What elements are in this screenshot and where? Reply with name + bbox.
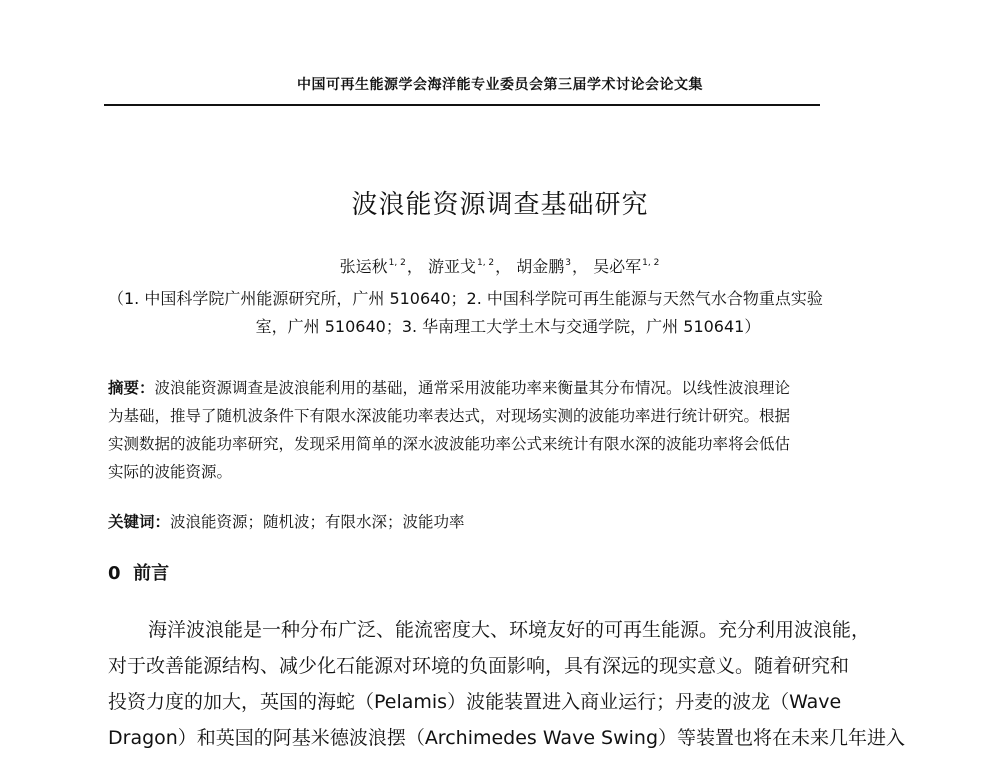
- author-1: 张运秋$^{1, 2}$，: [339, 257, 423, 276]
- abstract-line: 为基础，推导了随机波条件下有限水深波能功率表达式，对现场实测的波能功率进行统计研究。根据: [108, 407, 791, 425]
- author-4: 吴必军$^{1, 2}$: [593, 257, 660, 276]
- body-line: Dragon）和英国的阿基米德波浪摆（Archimedes Wave Swing）等装置也将在未来几年进入: [108, 727, 906, 749]
- body-line: 海洋波浪能是一种分布广泛、能流密度大、环境友好的可再生能源。充分利用波浪能，: [148, 619, 871, 641]
- section-heading: [108, 559, 169, 585]
- abstract-label: 摘要：: [108, 379, 155, 397]
- keywords-label: 关键词：: [108, 513, 171, 531]
- header-rule: [104, 104, 820, 106]
- keywords-text: 波浪能资源；随机波；有限水深；波能功率: [170, 513, 465, 531]
- author-list: [0, 254, 1000, 277]
- affiliations: [108, 285, 908, 341]
- section-title: 前言: [133, 563, 170, 584]
- abstract-line: 实测数据的波能功率研究，发现采用简单的深水波波能功率公式来统计有限水深的波能功率将会低估: [108, 435, 791, 453]
- section-number: 0: [108, 563, 121, 584]
- abstract-line: 实际的波能资源。: [108, 463, 233, 481]
- keywords: [108, 510, 465, 532]
- paper-title: 波浪能资源调查基础研究: [351, 190, 649, 220]
- body-line: 投资力度的加大，英国的海蛇（Pelamis）波能装置进入商业运行；丹麦的波龙（Wave: [108, 691, 842, 713]
- body-line: 对于改善能源结构、减少化石能源对环境的负面影响，具有深远的现实意义。随着研究和: [108, 655, 850, 677]
- affiliation-line: （1. 中国科学院广州能源研究所，广州 510640；2. 中国科学院可再生能源与天然气水合物重点实验: [108, 289, 823, 308]
- abstract-line: 摘要：波浪能资源调查是波浪能利用的基础，通常采用波能功率来衡量其分布情况。以线性波浪理论: [108, 379, 791, 397]
- affiliation-line: 室，广州 510640；3. 华南理工大学土木与交通学院，广州 510641）: [255, 317, 761, 336]
- body-text: [108, 612, 908, 756]
- author-2: 游亚戈$^{1, 2}$，: [427, 257, 512, 276]
- running-header: 中国可再生能源学会海洋能专业委员会第三届学术讨论会论文集: [297, 77, 703, 93]
- abstract: [108, 374, 904, 486]
- author-3: 胡金鹏$^3$，: [516, 257, 589, 276]
